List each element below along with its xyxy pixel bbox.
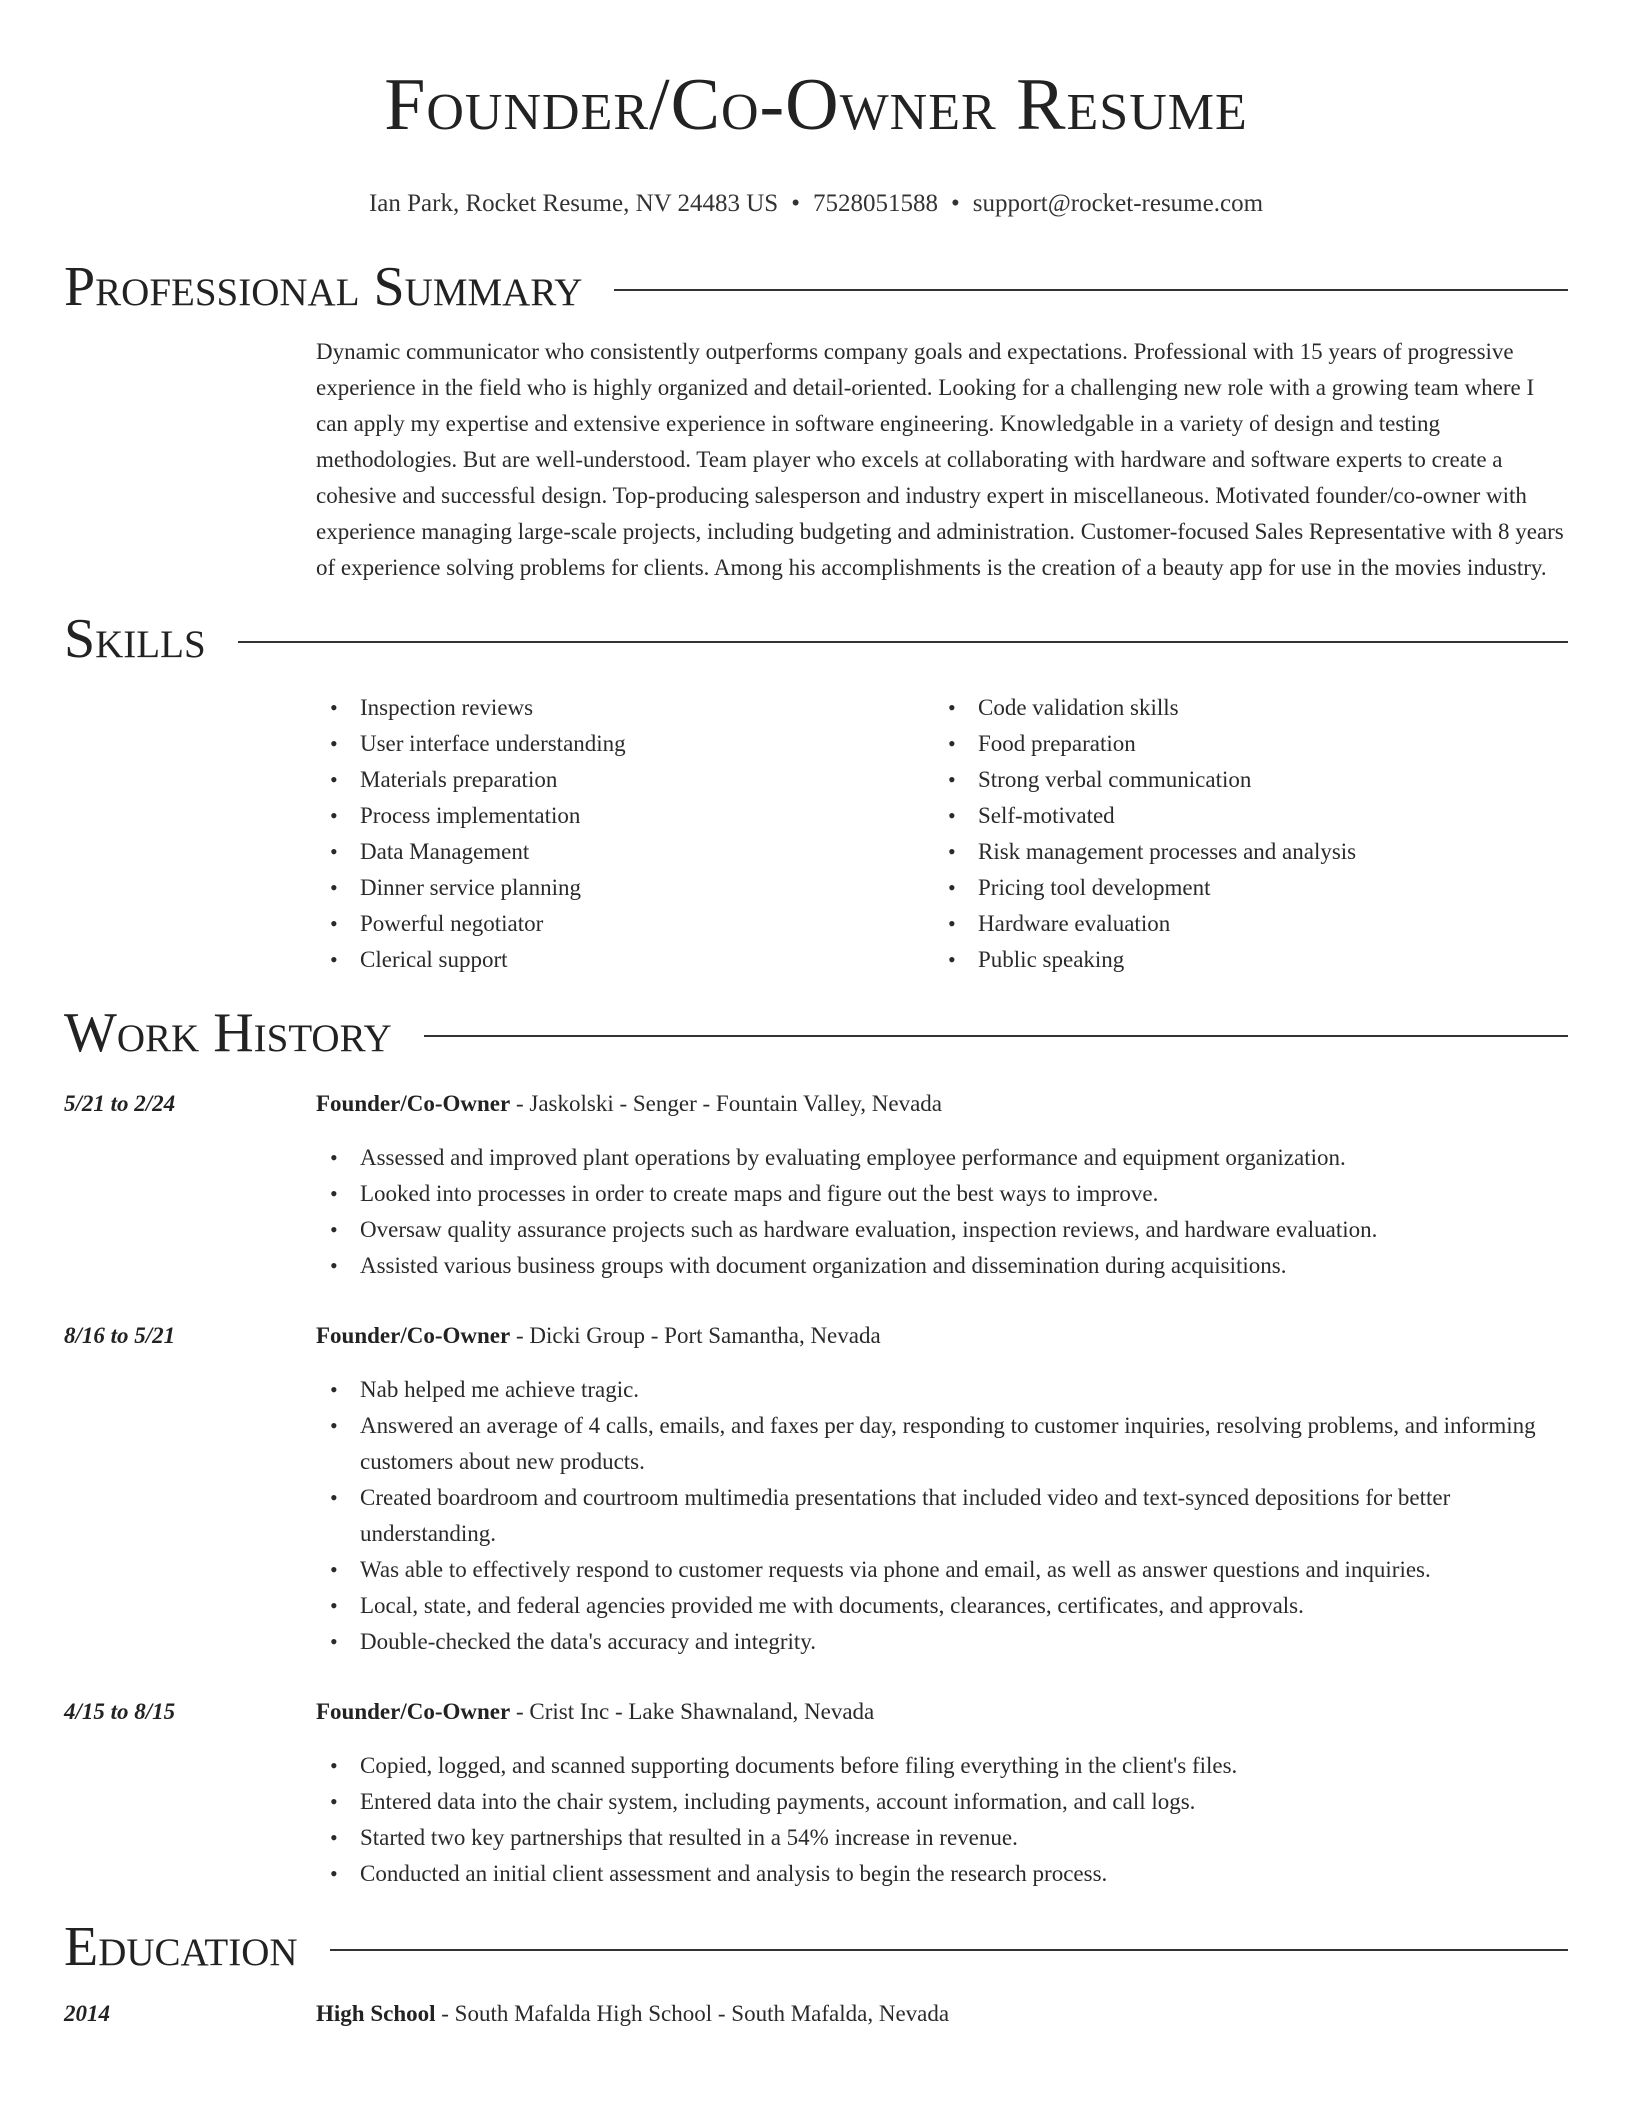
job-bullet: • Conducted an initial client assessment and analysis to begin the research process. xyxy=(316,1856,1567,1892)
job-employer: - Jaskolski - Senger - Fountain Valley, Nevada xyxy=(510,1091,943,1116)
job-bullet: • Answered an average of 4 calls, emails, and faxes per day, responding to customer inquiries, resolving problems, and informing customers about new products. xyxy=(316,1408,1567,1480)
skill-item: • Dinner service planning xyxy=(316,870,934,906)
skill-item: • Inspection reviews xyxy=(316,690,934,726)
skills-heading: Skills xyxy=(64,608,206,670)
skill-item: • Data Management xyxy=(316,834,934,870)
job-dates: 5/21 to 2/24 xyxy=(64,1091,176,1116)
job-bullets xyxy=(316,1748,1567,1892)
education-entry xyxy=(64,1996,1568,2032)
job-bullet: • Double-checked the data's accuracy and integrity. xyxy=(316,1624,1567,1660)
work-section-header xyxy=(64,1000,1568,1066)
summary-heading: Professional Summary xyxy=(64,256,583,318)
job-bullet: • Assessed and improved plant operations by evaluating employee performance and equipment organization. xyxy=(316,1140,1567,1176)
summary-section-header xyxy=(64,254,1568,320)
education-detail xyxy=(316,1996,1567,2032)
education-year: 2014 xyxy=(64,2001,110,2026)
section-divider xyxy=(614,289,1568,291)
job-bullet: • Copied, logged, and scanned supporting documents before filing everything in the client's files. xyxy=(316,1748,1567,1784)
skills-section-header xyxy=(64,606,1568,672)
section-divider xyxy=(330,1949,1568,1951)
contact-line xyxy=(64,188,1568,220)
job-employer: - Crist Inc - Lake Shawnaland, Nevada xyxy=(510,1699,875,1724)
job-title: Founder/Co-Owner xyxy=(316,1091,511,1116)
job-bullets xyxy=(316,1140,1567,1284)
job-heading xyxy=(316,1318,1567,1354)
job-bullet: • Oversaw quality assurance projects such as hardware evaluation, inspection reviews, and hardware evaluation. xyxy=(316,1212,1567,1248)
job-heading xyxy=(316,1086,1567,1122)
contact-phone: 7528051588 xyxy=(812,190,938,217)
skills-body xyxy=(316,690,1567,978)
skill-item: • Powerful negotiator xyxy=(316,906,934,942)
job-bullet: • Looked into processes in order to create maps and figure out the best ways to improve. xyxy=(316,1176,1567,1212)
job-bullet: • Assisted various business groups with document organization and dissemination during acquisitions. xyxy=(316,1248,1567,1284)
summary-body xyxy=(316,334,1567,586)
job-dates: 4/15 to 8/15 xyxy=(64,1699,176,1724)
job-entry xyxy=(64,1694,1568,1892)
contact-separator: • xyxy=(950,190,960,217)
job-bullet: • Was able to effectively respond to customer requests via phone and email, as well as answer questions and inquiries. xyxy=(316,1552,1567,1588)
skills-list-left xyxy=(316,690,934,978)
job-detail xyxy=(316,1694,1567,1892)
job-title: Founder/Co-Owner xyxy=(316,1323,511,1348)
skill-item: • Self-motivated xyxy=(934,798,1552,834)
contact-email: support@rocket-resume.com xyxy=(972,190,1264,217)
skill-item: • Risk management processes and analysis xyxy=(934,834,1552,870)
section-divider xyxy=(424,1035,1568,1037)
skill-item: • Pricing tool development xyxy=(934,870,1552,906)
skill-item: • Materials preparation xyxy=(316,762,934,798)
education-heading-line xyxy=(316,1996,1567,2032)
education-section-header xyxy=(64,1914,1568,1980)
contact-separator: • xyxy=(791,190,800,217)
education-school: - South Mafalda High School - South Mafalda, Nevada xyxy=(435,2001,950,2026)
job-bullet: • Nab helped me achieve tragic. xyxy=(316,1372,1567,1408)
skill-item: • User interface understanding xyxy=(316,726,934,762)
skill-item: • Clerical support xyxy=(316,942,934,978)
job-bullet: • Entered data into the chair system, including payments, account information, and call logs. xyxy=(316,1784,1567,1820)
contact-address: Ian Park, Rocket Resume, NV 24483 US xyxy=(368,190,779,217)
skill-item: • Process implementation xyxy=(316,798,934,834)
job-entry xyxy=(64,1086,1568,1284)
education-heading: Education xyxy=(64,1916,298,1978)
job-employer: - Dicki Group - Port Samantha, Nevada xyxy=(510,1323,881,1348)
job-bullet: • Started two key partnerships that resulted in a 54% increase in revenue. xyxy=(316,1820,1567,1856)
skills-list-right xyxy=(934,690,1552,978)
section-divider xyxy=(238,641,1568,643)
job-detail xyxy=(316,1318,1567,1660)
resume-title: Founder/Co-Owner Resume xyxy=(384,64,1248,146)
skill-item: • Strong verbal communication xyxy=(934,762,1552,798)
job-title: Founder/Co-Owner xyxy=(316,1699,511,1724)
job-bullet: • Local, state, and federal agencies provided me with documents, clearances, certificates, and approvals. xyxy=(316,1588,1567,1624)
skill-item: • Code validation skills xyxy=(934,690,1552,726)
work-heading: Work History xyxy=(64,1002,392,1064)
job-heading xyxy=(316,1694,1567,1730)
skills-grid xyxy=(316,690,1567,978)
job-dates: 8/16 to 5/21 xyxy=(64,1323,176,1348)
skill-item: • Public speaking xyxy=(934,942,1552,978)
summary-text: Dynamic communicator who consistently outperforms company goals and expectations. Professional with 15 years of progressive experience in the field who is highly organized and detail-oriented. Looking for a challenging new role with a growing team where I can apply my expertise and extensive experience in software engineering. Knowledgable in a variety of design and testing methodologies. But are well-understood. Team player who excels at collaborating with hardware and software experts to create a cohesive and successful design. Top-producing salesperson and industry expert in miscellaneous. Motivated founder/co-owner with experience managing large-scale projects, including budgeting and administration. Customer-focused Sales Representative with 8 years of experience solving problems for clients. Among his accomplishments is the creation of a beauty app for use in the movies industry. xyxy=(316,339,1564,580)
job-bullet: • Created boardroom and courtroom multimedia presentations that included video and text-synced depositions for better understanding. xyxy=(316,1480,1567,1552)
skill-item: • Hardware evaluation xyxy=(934,906,1552,942)
education-degree: High School xyxy=(316,2001,436,2026)
job-bullets xyxy=(316,1372,1567,1660)
job-entry xyxy=(64,1318,1568,1660)
skill-item: • Food preparation xyxy=(934,726,1552,762)
job-detail xyxy=(316,1086,1567,1284)
